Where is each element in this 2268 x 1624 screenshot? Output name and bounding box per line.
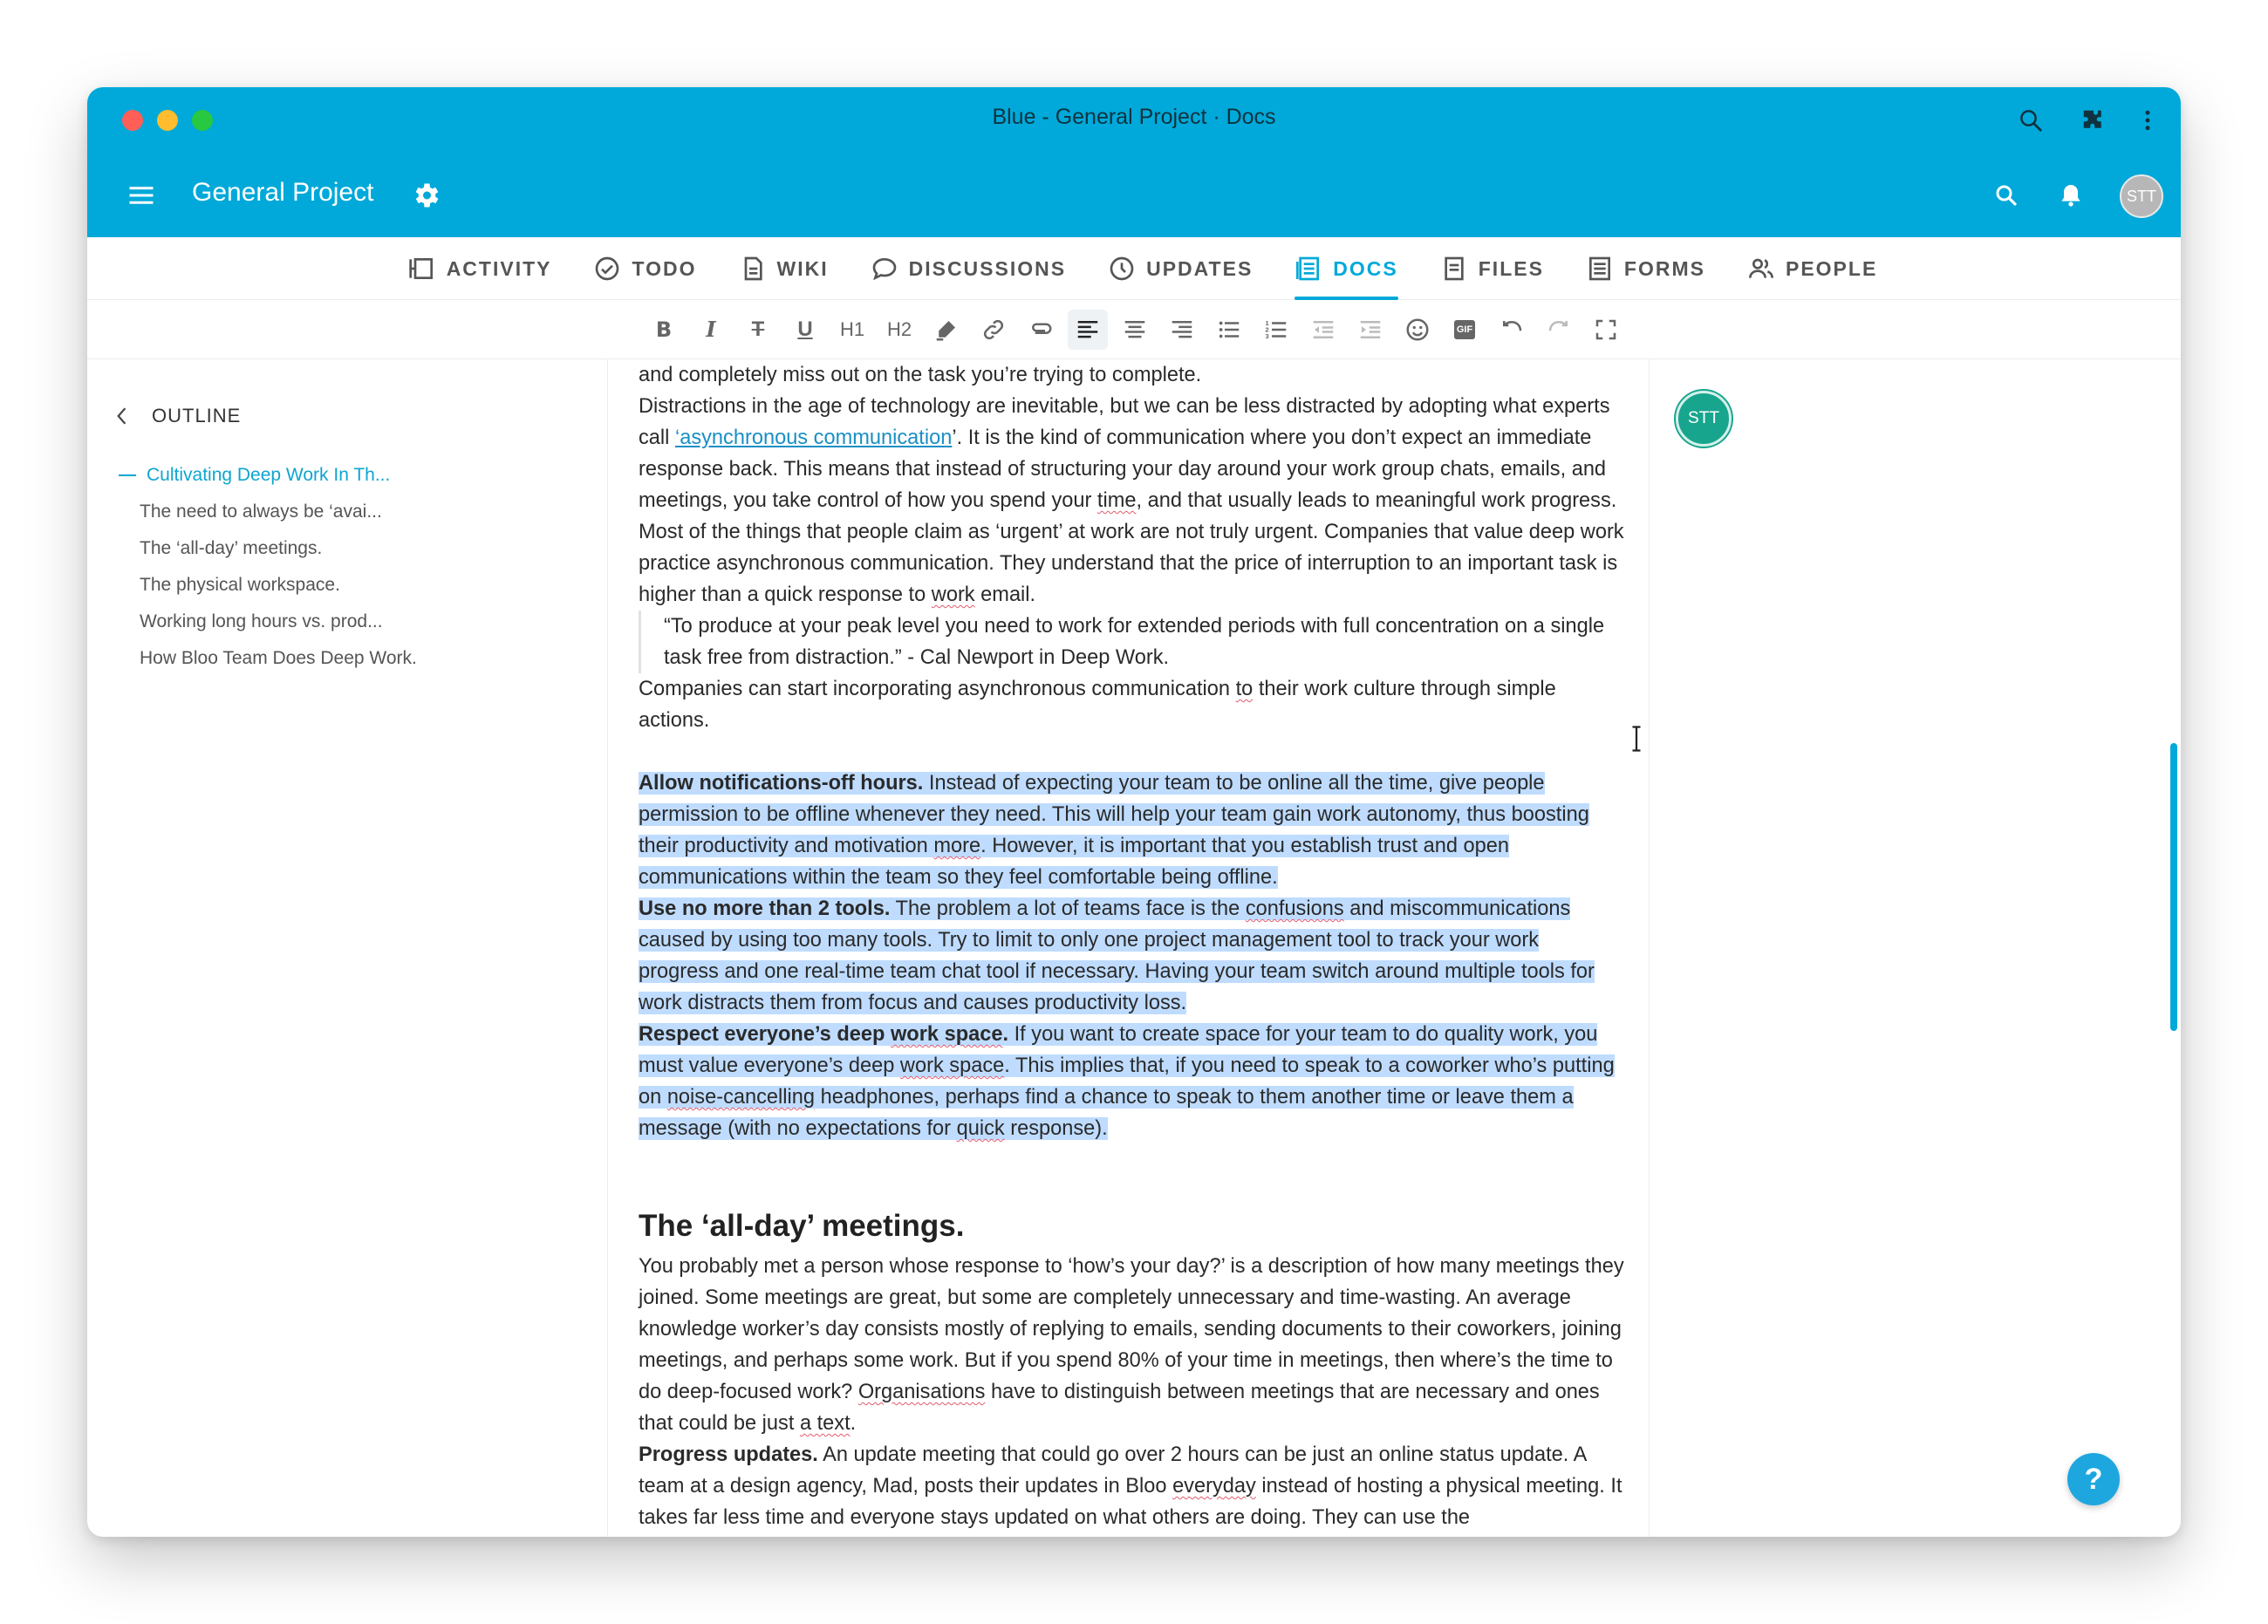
undo-icon [1499,317,1525,343]
tab-label: PEOPLE [1785,256,1878,280]
link-button[interactable] [973,310,1014,350]
text: The problem a lot of teams face is the [890,897,1246,920]
bell-icon[interactable] [2053,178,2088,213]
tab-label: DOCS [1333,256,1398,280]
window-title: Blue - General Project · Docs [992,105,1276,129]
bold-title [639,1023,1008,1046]
tab-docs[interactable] [1274,237,1418,300]
spellcheck-word: time [1096,489,1137,512]
outline-item[interactable]: The ‘all-day’ meetings. [140,538,323,558]
spellcheck-word: to [1235,678,1254,700]
attachment-button[interactable] [1021,310,1061,350]
bold-button[interactable] [644,310,684,350]
tab-people[interactable] [1726,237,1898,300]
selected-paragraph [639,768,1624,893]
outdent-icon [1310,317,1336,343]
redo-icon [1546,317,1572,343]
text: ’. It is the kind of communication where you don’t expect an immediate response back. This means that instead of structuring your day around your work group chats, emails, and meetings, you take control of how you spend your [639,426,1607,512]
paragraph [639,1439,1624,1533]
h2-label: H2 [886,317,912,340]
outline-item[interactable]: How Bloo Team Does Deep Work. [140,648,417,668]
selected-paragraph [639,1019,1624,1144]
tab-discussions[interactable] [850,237,1087,300]
text: . This implies that, if you need to speak to a coworker who’s putting on [639,1054,1615,1109]
heading2-button[interactable] [879,310,919,350]
people-icon [1747,255,1775,283]
outdent-button[interactable] [1303,310,1343,350]
redo-button[interactable] [1539,310,1579,350]
align-right-icon [1169,317,1195,343]
tab-updates[interactable] [1087,237,1274,300]
strikethrough-button[interactable] [738,310,778,350]
bold-title: Progress updates. [639,1443,818,1466]
paragraph [639,391,1624,611]
more-vertical-icon[interactable] [2130,103,2165,138]
tab-label: DISCUSSIONS [908,256,1067,280]
svg-text:2: 2 [1265,325,1269,333]
bullet-list-icon [1216,317,1242,343]
wiki-doc-icon [739,255,767,283]
smiley-icon [1404,317,1431,343]
align-left-button[interactable] [1068,310,1108,350]
underline-icon: U [797,317,813,341]
user-avatar[interactable]: STT [2120,174,2163,218]
text: have to distinguish between meetings that are necessary and ones that could be just [639,1381,1600,1435]
gif-icon: GIF [1454,320,1475,339]
bullet-list-button[interactable] [1209,310,1249,350]
text: Distractions in the age of technology are inevitable, but we can be less distracted by adopting what experts call [639,395,1610,449]
bold-title: Allow notifications-off hours. [639,772,924,795]
svg-text:3: 3 [1265,331,1269,340]
text: . However, it is important that you establish trust and open communications within the team so they feel comfortable being offline. [639,835,1510,889]
help-button[interactable]: ? [2067,1453,2120,1505]
h1-label: H1 [839,317,865,340]
document-editor[interactable] [607,359,1650,1537]
menu-icon[interactable] [126,180,157,211]
link-icon [980,317,1007,343]
tab-activity[interactable] [387,237,573,300]
spellcheck-word: a text [799,1412,850,1435]
underline-button[interactable] [785,310,825,350]
spellcheck-word: work [931,583,975,606]
spellcheck-word: quick [956,1117,1005,1140]
paragraph [639,673,1624,736]
align-right-button[interactable] [1162,310,1202,350]
forms-icon [1586,255,1614,283]
outline-sidebar [87,359,607,1537]
text: . [1002,1023,1009,1046]
numbered-list-icon [1263,317,1289,343]
tab-label: WIKI [776,256,829,280]
text: and miscommunications caused by using too many tools. Try to limit to only one project management tool to track your work progress and one real-time team chat tool if necessary. Having your team switch around multiple tools for work distracts them from focus and causes productivity loss. [639,897,1595,1014]
spellcheck-word: confusions [1245,897,1344,920]
blockquote: “To produce at your peak level you need to work for extended periods with full concentration on a single task free from distraction.” - Cal Newport in Deep Work. [639,611,1624,673]
text: Instead of expecting your team to be online all the time, give people permission to be offline whenever they need. This will help your team gain work autonomy, thus boosting their productivity and motivation [639,772,1589,857]
puzzle-extension-icon[interactable] [2076,103,2111,138]
paragraph: and completely miss out on the task you’re trying to complete. [639,364,1202,386]
text: You probably met a person whose response to ‘how’s your day?’ is a description of how many meetings they joined. Some meetings are great, but some are completely unnecessary and time-wasting. An average knowledge worker’s day consists mostly of replying to emails, sending documents to their coworkers, joining meetings, and perhaps some work. But if you spend 80% of your time in meetings, then where’s the time to do deep-focused work? [639,1255,1624,1403]
fullscreen-button[interactable] [1586,310,1626,350]
text: email. [974,583,1036,606]
tab-label: TODO [632,256,697,280]
text: . [850,1412,857,1435]
text-cursor-icon [1629,726,1644,752]
bold-icon: B [655,317,673,342]
docs-icon [1295,255,1322,283]
paragraph [639,1251,1624,1439]
tab-label: FORMS [1623,256,1705,280]
tab-todo[interactable] [572,237,717,300]
fullscreen-icon [1593,317,1619,343]
spellcheck-word: work space [899,1054,1005,1077]
text: response). [1004,1117,1108,1140]
italic-icon: I [706,317,716,342]
indent-button[interactable] [1350,310,1390,350]
outline-item-current[interactable]: Cultivating Deep Work In Th... [87,457,607,494]
numbered-list-button[interactable] [1256,310,1296,350]
spellcheck-word: Organisations [857,1381,986,1403]
spellcheck-word: everyday [1172,1475,1256,1498]
spellcheck-word: more [933,835,981,857]
marker-pen-icon [933,317,960,343]
chat-bubble-icon [871,255,898,283]
tab-forms[interactable] [1565,237,1726,300]
text: their work culture through simple actions. [639,678,1556,732]
todo-check-icon [593,255,621,283]
search-icon[interactable] [2013,103,2048,138]
tab-label: UPDATES [1146,256,1254,280]
text: instead of hosting a physical meeting. It takes far less time and everyone stays updated on what others are doing. They can use the [639,1475,1622,1529]
paperclip-icon [1028,317,1054,343]
scrollbar[interactable] [2170,743,2177,1031]
clock-icon [1108,255,1136,283]
selected-paragraph [639,893,1624,1019]
gear-icon[interactable] [410,180,441,211]
formatting-toolbar [87,300,2181,359]
text: , and that usually leads to meaningful work progress. Most of the things that people claim as ‘urgent’ at work are not truly urgent. Companies that value deep work practice asynchronous communication. They understand that the price of interruption to an important task is higher than a quick response to [639,489,1624,606]
indent-icon [1357,317,1383,343]
app-window [87,87,2181,1537]
align-left-icon [1075,317,1101,343]
text: headphones, perhaps find a chance to speak to them another time or leave them a message (with no expectations for [639,1086,1574,1140]
document-content[interactable] [639,359,1624,1533]
text: Companies can start incorporating asynchronous communication [639,678,1236,700]
header-search-icon[interactable] [1989,178,2024,213]
outline-item[interactable]: The need to always be ‘avai... [140,502,382,522]
text: An update meeting that could go over 2 hours can be just an online status update. A team at a design agency, Mad, posts their updates in Bloo [639,1443,1587,1498]
text: Respect everyone’s deep [639,1023,891,1046]
text: If you want to create space for your team to do quality work, you must value everyone’s deep [639,1023,1598,1077]
align-center-icon [1122,317,1148,343]
italic-button[interactable] [691,310,731,350]
project-title[interactable]: General Project [192,178,374,207]
highlight-button[interactable] [926,310,967,350]
outline-title: OUTLINE [152,405,242,426]
chevron-left-icon[interactable] [113,406,129,426]
spellcheck-word: noise-cancelling [666,1086,816,1109]
tab-label: FILES [1478,256,1544,280]
svg-text:1: 1 [1265,318,1269,327]
outline-list [87,457,607,677]
bold-title: Use no more than 2 tools. [639,897,891,920]
activity-icon [408,255,436,283]
heading1-button[interactable] [832,310,872,350]
title-bar [87,87,2181,154]
outline-item[interactable]: Working long hours vs. prod... [140,611,383,631]
strikethrough-icon: T [751,317,765,341]
emoji-button[interactable] [1397,310,1438,350]
collaborator-avatar[interactable]: STT [1676,391,1732,447]
asynchronous-communication-link[interactable]: ‘asynchronous communication [674,426,953,449]
collaborators-panel [1650,359,2181,1537]
files-icon [1440,255,1468,283]
project-tabs [87,237,2181,300]
empty-line [639,736,1624,768]
app-header [87,154,2181,237]
section-heading: The ‘all-day’ meetings. [639,1209,965,1243]
outline-item[interactable]: The physical workspace. [140,575,340,595]
outline-header[interactable] [113,405,241,427]
spellcheck-word: work space [890,1023,1003,1046]
align-center-button[interactable] [1115,310,1155,350]
undo-button[interactable] [1492,310,1532,350]
tab-label: ACTIVITY [446,256,552,280]
tab-wiki[interactable] [718,237,850,300]
gif-button[interactable] [1445,310,1485,350]
tab-files[interactable] [1419,237,1565,300]
